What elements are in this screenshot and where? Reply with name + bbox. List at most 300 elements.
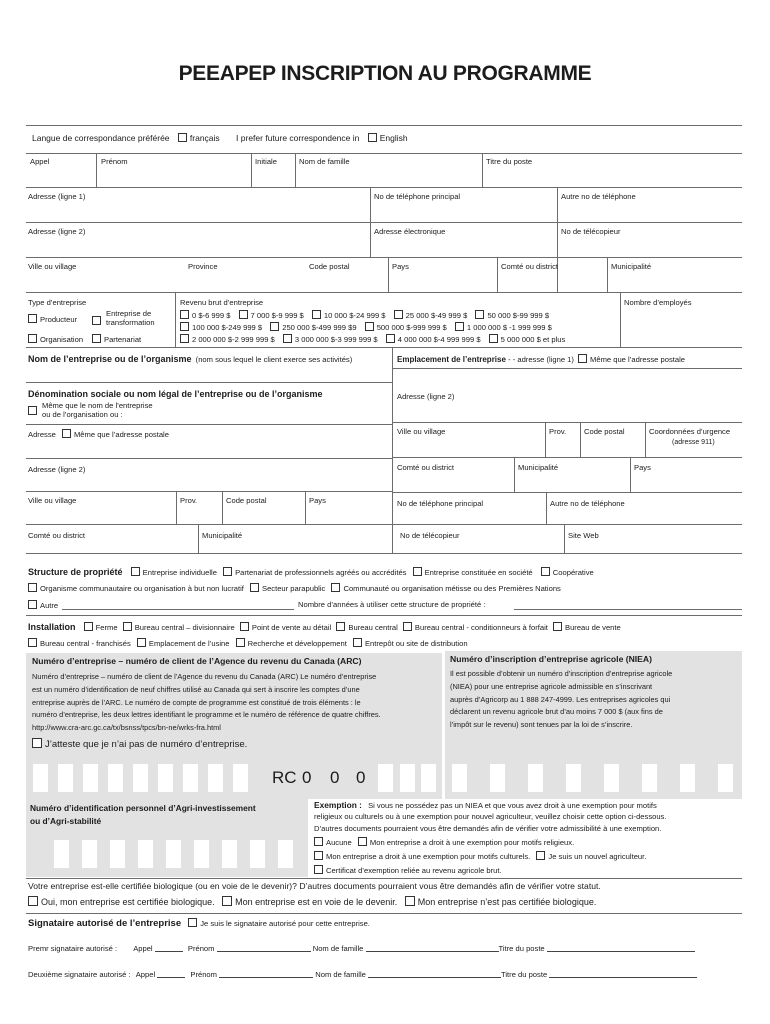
revenu-option: 2 000 000 $-2 999 999 $ [192,335,275,344]
niea-digit-box[interactable] [680,764,695,792]
niea-text: (NIEA) pour une entreprise agricole admissible en s’inscrivant [450,681,653,691]
divider [222,491,223,524]
agri-digit-box[interactable] [54,840,69,868]
divider [482,153,483,187]
revenu-row3 [180,334,565,344]
checkbox[interactable] [312,310,321,319]
location-phone-field[interactable]: No de téléphone principal [397,499,484,508]
structure-row1 [28,567,594,577]
niea-digit-box[interactable] [604,764,619,792]
agri-title-line1: Numéro d’identification personnel d’Agri-investissement [30,803,256,813]
legal-address-field[interactable] [28,429,169,439]
agri-digit-box[interactable] [166,840,181,868]
other-phone-field[interactable]: Autre no de téléphone [561,192,636,201]
rc-digit-box[interactable] [421,764,436,792]
location-postal-field[interactable]: Code postal [584,427,625,436]
divider [26,913,742,914]
agri-digit-box[interactable] [138,840,153,868]
checkbox[interactable] [28,583,37,592]
revenu-option: 4 000 000 $-4 999 999 $ [397,335,481,344]
organisation-option[interactable] [28,334,83,344]
installation-option: Bureau de vente [565,623,621,632]
divider [26,187,742,188]
legal-address-label: Adresse [28,430,56,439]
employees-field[interactable]: Nombre d’employés [624,298,692,307]
agri-digit-box[interactable] [250,840,265,868]
niea-digit-box[interactable] [452,764,467,792]
divider [392,422,742,423]
divider [295,153,296,187]
divider [497,257,498,292]
structure-row2 [28,583,561,593]
divider [546,492,547,524]
exemption-text: Si vous ne possédez pas un NIEA et que vous avez droit à une exemption pour motifs [368,801,657,810]
producteur-label: Producteur [40,315,78,324]
niea-digit-box[interactable] [718,764,733,792]
exemption-option: Mon entreprise a droit à une exemption pour motifs culturels. [326,852,531,861]
signatory-header [28,918,370,929]
revenu-option: 0 $-6 999 $ [192,311,231,320]
checkbox[interactable] [236,638,245,647]
bn-digit-box[interactable] [58,764,73,792]
legal-country-field[interactable]: Pays [309,496,326,505]
checkbox[interactable] [541,567,550,576]
same-name-line1: Même que le nom de l’entreprise [42,401,153,410]
english-checkbox[interactable] [368,133,377,142]
province-field[interactable]: Province [188,262,218,271]
cra-text: Numéro d’entreprise – numéro de client de l’Agence du revenu du Canada (ARC) Le numéro d’entreprise [32,672,377,681]
cra-link[interactable]: http://www.cra-arc.gc.ca/tx/bsnss/tpcs/bn-ne/wrks-fra.html [32,723,221,733]
divider [26,553,742,554]
installation-option: Bureau central [348,623,398,632]
legal-name-label: Dénomination sociale ou nom légal de l’entreprise ou de l’organisme [28,389,323,399]
structure-option: Secteur parapublic [262,584,326,593]
exemption-intro [314,800,657,810]
appel-line[interactable] [157,970,185,978]
revenu-row2 [180,322,552,332]
installation-option: Ferme [95,623,118,632]
address-line1-field[interactable]: Adresse (ligne 1) [28,192,86,201]
revenu-option: 3 000 000 $-3 999 999 $ [294,335,378,344]
divider [557,187,558,292]
checkbox[interactable] [28,334,37,343]
structure-option: Partenariat de professionnels agréés ou accrédités [235,568,407,577]
divider [26,153,742,154]
location-note: - - adresse (ligne 1) [508,355,574,364]
same-name-checkbox[interactable] [28,402,40,415]
rc-digit-box[interactable] [378,764,393,792]
checkbox[interactable] [394,310,403,319]
titre-line[interactable] [547,944,695,952]
divider [26,257,742,258]
city-field[interactable]: Ville ou village [28,262,77,271]
location-other-phone-field[interactable]: Autre no de téléphone [550,499,625,508]
exemption-row3 [314,865,502,875]
divider [26,347,742,348]
revenu-option: 7 000 $-9 999 $ [250,311,304,320]
divider [305,491,306,524]
rc-zero: 0 [302,768,312,787]
niea-digit-box[interactable] [528,764,543,792]
municipality-field[interactable]: Municipalité [611,262,652,271]
rc-digit-box[interactable] [400,764,415,792]
organic-option: Mon entreprise est en voie de le devenir. [235,897,398,907]
structure-label: Structure de propriété [28,567,123,577]
appel-line[interactable] [155,944,183,952]
divider [251,153,252,187]
niea-text: auprès d’Agricorp au 1 888 247-4999. Les entreprises agricoles qui [450,694,671,704]
business-name-field[interactable] [28,354,352,364]
exemption-option: Mon entreprise a droit à une exemption pour motifs religieux. [369,838,575,847]
exemption-row1 [314,837,574,847]
revenu-label: Revenu brut d’entreprise [180,298,264,307]
divider [392,347,393,553]
checkbox[interactable] [222,896,232,906]
installation-option: Point de vente au détail [251,623,332,632]
legal-county-field[interactable]: Comté ou district [28,531,85,540]
partenariat-option[interactable] [92,334,141,344]
divider [630,457,631,492]
installation-option: Recherche et développement [247,639,347,648]
titre-field[interactable]: Titre du poste [486,157,533,166]
installation-row2 [28,638,468,648]
exemption-option: Certificat d’exemption reliée au revenu agricole brut. [326,866,502,875]
checkbox[interactable] [28,638,37,647]
checkbox[interactable] [403,622,412,631]
agri-title [30,802,256,828]
divider [26,878,742,879]
nom-label: Nom de famille [315,970,366,979]
organic-question: Votre entreprise est-elle certifiée biologique (ou en voie de le devenir)? D’autres documents pourraient vous être demandés afin de vérifier votre statut. [28,881,601,891]
emergency-coords-note: (adresse 911) [672,439,715,446]
divider [26,222,742,223]
prenom-line[interactable] [217,944,311,952]
business-name-label: Nom de l’entreprise ou de l’organisme [28,354,192,364]
divider [564,524,565,553]
revenu-option: 10 000 $-24 999 $ [323,311,386,320]
divider [26,524,392,525]
business-name-note: (nom sous lequel le client exerce ses activités) [195,355,353,364]
no-business-number-label: J’atteste que je n’ai pas de numéro d’entreprise. [45,739,248,750]
exemption-option: Je suis un nouvel agriculteur. [548,852,647,861]
rc-zero: 0 [356,768,366,787]
agri-title-line2: ou d’Agri-stabilité [30,816,102,826]
page-title: PEEAPEP INSCRIPTION AU PROGRAMME [178,62,592,85]
prenom-label: Prénom [187,944,215,953]
location-fax-field[interactable]: No de télécopieur [400,531,460,540]
language-row [32,133,408,143]
checkbox[interactable] [28,406,37,415]
signatory-confirm-label: Je suis le signataire autorisé pour cette entreprise. [200,919,370,928]
revenu-option: 1 000 000 $ -1 999 999 $ [466,323,552,332]
checkbox[interactable] [314,865,323,874]
agri-digit-box[interactable] [222,840,237,868]
niea-description [450,668,740,732]
partenariat-label: Partenariat [104,335,142,344]
other-underline [62,609,294,610]
bn-digit-box[interactable] [133,764,148,792]
checkbox[interactable] [239,310,248,319]
organic-options [28,896,596,907]
organic-option: Mon entreprise n’est pas certifiée biologique. [417,897,597,907]
checkbox[interactable] [137,638,146,647]
no-business-number-option[interactable] [32,738,247,750]
divider [176,491,177,524]
revenu-option: 50 000 $-99 999 $ [487,311,550,320]
divider [620,292,621,347]
cra-text: entreprise auprès de l’ARC. Le numéro de compte de programme est constitué de trois éléments : le [32,697,361,707]
english-pref-label: I prefer future correspondence in [236,133,360,143]
english-label: English [379,133,408,143]
checkbox[interactable] [536,851,545,860]
divider [26,292,742,293]
same-address-label: Même que l’adresse postale [73,430,169,439]
revenu-row1 [180,310,549,320]
french-label: français [189,133,220,143]
checkbox[interactable] [365,322,374,331]
divider [545,422,546,457]
type-label: Type d’entreprise [28,298,87,307]
cra-text: est un numéro d’identification de neuf chiffres utilisé au Canada qui sert à inscrire les comptes d’une [32,684,360,694]
divider [514,457,515,492]
divider [607,257,608,292]
installation-option: Bureau central – divisionnaire [134,623,235,632]
checkbox[interactable] [489,334,498,343]
structure-option: Organisme communautaire ou organisation à but non lucratif [40,584,244,593]
checkbox[interactable] [180,322,189,331]
location-prov-field[interactable]: Prov. [549,427,567,436]
niea-digit-box[interactable] [490,764,505,792]
legal-address-line2[interactable]: Adresse (ligne 2) [28,465,86,474]
exemption-row2 [314,851,646,861]
checkbox[interactable] [28,600,37,609]
signatory-label: Signataire autorisé de l’entreprise [28,918,182,929]
checkbox[interactable] [386,334,395,343]
checkbox[interactable] [92,334,101,343]
bn-digit-box[interactable] [183,764,198,792]
checkbox[interactable] [475,310,484,319]
revenu-option: 5 000 000 $ et plus [500,335,566,344]
checkbox[interactable] [358,837,367,846]
checkbox[interactable] [240,622,249,631]
second-signatory-row [28,970,697,979]
checkbox[interactable] [353,638,362,647]
organisation-label: Organisation [40,335,84,344]
nom-label: Nom de famille [312,944,364,953]
location-country-field[interactable]: Pays [634,463,651,472]
structure-option: Coopérative [552,568,594,577]
same-as-mailing-checkbox[interactable] [578,354,587,363]
legal-prov-field[interactable]: Prov. [180,496,198,505]
bn-digit-box[interactable] [233,764,248,792]
location-county-field[interactable]: Comté ou district [397,463,454,472]
divider [26,125,742,126]
agri-digit-box[interactable] [82,840,97,868]
checkbox[interactable] [84,622,93,631]
first-signatory-label: Premr signataire autorisé : [28,944,118,953]
divider [26,382,392,383]
checkbox[interactable] [223,567,232,576]
niea-text: Il est possible d’obtenir un numéro d’inscription d’entreprise agricole [450,669,673,678]
structure-other[interactable] [28,600,58,610]
checkbox[interactable] [92,316,101,325]
exemption-option: Aucune [326,838,352,847]
first-signatory-row [28,944,695,953]
checkbox[interactable] [413,567,422,576]
divider [26,458,392,459]
niea-digit-box[interactable] [566,764,581,792]
checkbox[interactable] [405,896,415,906]
checkbox[interactable] [62,429,71,438]
checkbox[interactable] [270,322,279,331]
checkbox[interactable] [553,622,562,631]
nom-line[interactable] [366,944,499,952]
french-checkbox[interactable] [178,133,187,142]
cra-description [32,671,440,735]
divider [645,422,646,457]
legal-postal-field[interactable]: Code postal [226,496,267,505]
installation-label: Installation [28,622,76,632]
checkbox[interactable] [123,622,132,631]
checkbox[interactable] [180,334,189,343]
years-underline [514,609,742,610]
website-field[interactable]: Site Web [568,531,599,540]
niea-text: l’impôt sur le revenu) sont tenues par la loi de s’inscrire. [450,720,633,730]
email-field[interactable]: Adresse électronique [374,227,446,236]
installation-option: Bureau central - franchisés [40,639,131,648]
revenu-option: 25 000 $-49 999 $ [405,311,468,320]
agri-digit-box[interactable] [110,840,125,868]
fax-field[interactable]: No de télécopieur [561,227,621,236]
exemption-text: D’autres documents pourraient vous être demandés afin de vérifier votre admissibilité à une exemption. [314,824,662,833]
checkbox[interactable] [283,334,292,343]
cra-title: Numéro d’entreprise – numéro de client de l’Agence du revenu du Canada (ARC) [32,656,362,666]
titre-label: Titre du poste [498,944,545,953]
checkbox[interactable] [455,322,464,331]
structure-option: Entreprise individuelle [142,568,217,577]
same-as-mailing-label: Même que l’adresse postale [590,355,686,364]
same-name-line2: ou de l’organisation ou : [42,410,123,419]
installation-row1 [28,622,621,632]
nom-field[interactable]: Nom de famille [299,157,350,166]
checkbox[interactable] [314,837,323,846]
organic-option: Oui, mon entreprise est certifiée biologique. [41,897,215,907]
divider [392,457,742,458]
structure-option: Autre [40,601,59,610]
appel-label: Appel [135,970,156,979]
phone-field[interactable]: No de téléphone principal [374,192,461,201]
checkbox[interactable] [250,583,259,592]
checkbox[interactable] [188,918,197,927]
checkbox[interactable] [32,738,42,748]
emergency-coords-field[interactable]: Coordonnées d’urgence [649,427,731,436]
country-field[interactable]: Pays [392,262,409,271]
checkbox[interactable] [131,567,140,576]
divider [392,524,742,525]
transfo-line2: transformation [106,317,155,327]
installation-option: Emplacement de l’usine [148,639,230,648]
checkbox[interactable] [336,622,345,631]
installation-option: Bureau central - conditionneurs à forfait [414,623,548,632]
cra-text: numéro d’entreprise, les deux lettres identifiant le programme et le numéro de référence de quatre chiffres. [32,710,381,720]
divider [388,257,389,292]
divider [580,422,581,457]
appel-label: Appel [133,944,153,953]
prenom-line[interactable] [219,970,313,978]
transformation-label [106,310,155,327]
appel-field[interactable]: Appel [30,157,50,166]
divider [26,424,392,425]
niea-digit-box[interactable] [642,764,657,792]
location-line2-field[interactable]: Adresse (ligne 2) [397,392,455,401]
structure-option: Entreprise constituée en société [424,568,533,577]
language-label: Langue de correspondance préférée [32,133,170,143]
same-name-label [42,401,153,419]
agri-digit-box[interactable] [278,840,293,868]
exemption-label: Exemption : [314,800,362,810]
bn-digit-box[interactable] [208,764,223,792]
bn-digit-box[interactable] [108,764,123,792]
initiale-field[interactable]: Initiale [255,157,277,166]
titre-label: Titre du poste [501,970,548,979]
transformation-option[interactable] [92,312,104,325]
rc-prefix: RC [272,768,297,787]
transfo-line1: Entreprise de [106,309,152,318]
structure-option: Communauté ou organisation métisse ou des Premières Nations [343,584,561,593]
years-structure-field[interactable]: Nombre d’années à utiliser cette structure de propriété : [298,600,486,609]
location-municipality-field[interactable]: Municipalité [518,463,559,472]
location-label: Emplacement de l’entreprise [397,355,506,364]
legal-city-field[interactable]: Ville ou village [28,496,77,505]
divider [392,492,742,493]
niea-title: Numéro d’inscription d’entreprise agricole (NIEA) [450,654,652,664]
second-signatory-label: Deuxième signataire autorisé : [28,970,131,979]
checkbox[interactable] [331,583,340,592]
location-header [397,354,685,364]
address-line2-field[interactable]: Adresse (ligne 2) [28,227,86,236]
divider [96,153,97,187]
bn-digit-box[interactable] [83,764,98,792]
revenu-option: 250 000 $-499 999 $9 [282,323,357,332]
checkbox[interactable] [180,310,189,319]
niea-text: déclarent un revenu agricole brut d’au moins 7 000 $ (aux fins de [450,707,663,717]
checkbox[interactable] [28,314,37,323]
exemption-text: religieux ou culturels ou à une exemption pour nouvel agriculteur, veuillez choisir cette option ci-dessous. [314,812,667,821]
producteur-option[interactable] [28,314,77,324]
divider [26,615,742,616]
legal-municipality-field[interactable]: Municipalité [202,531,243,540]
agri-digit-box[interactable] [194,840,209,868]
prenom-label: Prénom [190,970,217,979]
installation-option: Entrepôt ou site de distribution [364,639,468,648]
divider [26,491,392,492]
revenu-option: 100 000 $-249 999 $ [192,323,263,332]
divider [175,292,176,347]
titre-line[interactable] [549,970,697,978]
location-city-field[interactable]: Ville ou village [397,427,446,436]
postal-code-field[interactable]: Code postal [309,262,350,271]
checkbox[interactable] [314,851,323,860]
divider [198,524,199,553]
bn-digit-box[interactable] [33,764,48,792]
divider [392,368,742,369]
prenom-field[interactable]: Prénom [101,157,128,166]
county-field[interactable]: Comté ou district [501,262,558,271]
bn-digit-box[interactable] [158,764,173,792]
nom-line[interactable] [368,970,501,978]
checkbox[interactable] [28,896,38,906]
rc-zero: 0 [330,768,340,787]
